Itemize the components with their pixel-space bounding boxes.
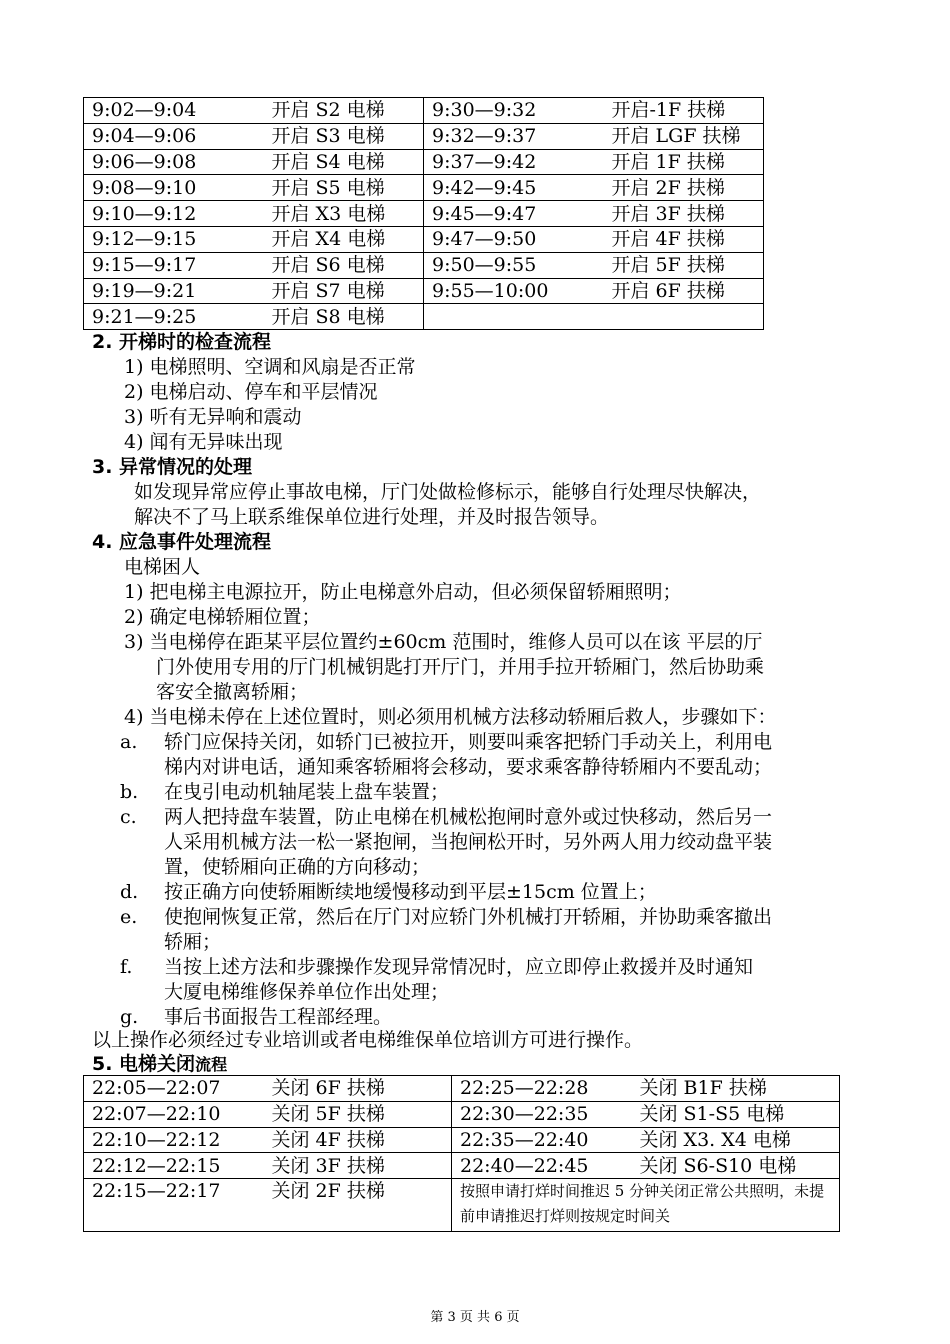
page-footer: 第 3 页 共 6 页 [430, 1310, 520, 1325]
section-5-title-suffix: 流程 [195, 1055, 228, 1074]
close-schedule-time-cell: 22:05—22:07 [84, 1076, 264, 1102]
close-schedule-action-cell-right: 关闭 B1F 扶梯 [632, 1076, 840, 1102]
open-schedule-row [84, 175, 764, 201]
section-5-heading [92, 1052, 227, 1077]
open-schedule-action-cell: 开启 S3 电梯 [264, 123, 424, 149]
substep-b-marker: b. [120, 781, 139, 803]
open-schedule-time-cell: 9:04—9:06 [84, 123, 264, 149]
close-schedule-row [84, 1153, 840, 1179]
open-schedule-time-cell: 9:10—9:12 [84, 201, 264, 227]
procedure-step-2: 2) 确定电梯轿厢位置； [124, 606, 321, 628]
open-schedule-action-cell-right: 开启 6F 扶梯 [604, 278, 764, 304]
open-schedule-action-cell-right: 开启 2F 扶梯 [604, 175, 764, 201]
check-item-2: 2) 电梯启动、停车和平层情况 [124, 381, 378, 403]
substep-b-line-1: 在曳引电动机轴尾装上盘车装置； [164, 781, 450, 803]
open-schedule-action-cell: 开启 S7 电梯 [264, 278, 424, 304]
substep-g-line-1: 事后书面报告工程部经理。 [164, 1006, 393, 1028]
open-schedule-row [84, 278, 764, 304]
open-schedule-row [84, 98, 764, 124]
open-schedule-time-cell-right: 9:42—9:45 [424, 175, 604, 201]
open-schedule-row [84, 304, 764, 330]
open-schedule-time-cell: 9:06—9:08 [84, 149, 264, 175]
close-schedule-time-cell: 22:07—22:10 [84, 1101, 264, 1127]
open-schedule-row [84, 123, 764, 149]
substep-c-line-3: 置，使轿厢向正确的方向移动； [164, 856, 431, 878]
closing-note: 以上操作必须经过专业培训或者电梯维保单位培训方可进行操作。 [92, 1029, 644, 1051]
close-action-cell: 关闭 2F 扶梯 [264, 1179, 452, 1232]
elevator-open-schedule-table [83, 97, 764, 330]
open-schedule-time-cell: 9:02—9:04 [84, 98, 264, 124]
close-schedule-row [84, 1101, 840, 1127]
section-4-subtitle: 电梯困人 [124, 556, 201, 578]
close-schedule-row [84, 1076, 840, 1102]
open-schedule-time-cell-right: 9:47—9:50 [424, 226, 604, 252]
close-schedule-action-cell: 关闭 5F 扶梯 [264, 1101, 452, 1127]
close-time-cell: 22:15—22:17 [84, 1179, 264, 1232]
substep-d-line-1: 按正确方向使轿厢断续地缓慢移动到平层±15cm 位置上； [164, 881, 657, 903]
close-schedule-time-cell: 22:10—22:12 [84, 1127, 264, 1153]
open-schedule-time-cell-right: 9:32—9:37 [424, 123, 604, 149]
close-note-cell: 按照申请打烊时间推迟 5 分钟关闭正常公共照明，未提前申请推迟打烊则按规定时间关 [452, 1179, 840, 1232]
open-schedule-action-cell: 开启 X4 电梯 [264, 226, 424, 252]
open-schedule-time-cell-right: 9:30—9:32 [424, 98, 604, 124]
open-schedule-row [84, 149, 764, 175]
open-schedule-action-cell: 开启 S6 电梯 [264, 252, 424, 278]
section-3-line-1: 如发现异常应停止事故电梯，厅门处做检修标示，能够自行处理尽快解决， [134, 481, 762, 503]
open-schedule-action-cell-right: 开启 4F 扶梯 [604, 226, 764, 252]
open-schedule-row [84, 252, 764, 278]
open-schedule-action-cell-right: 开启 3F 扶梯 [604, 201, 764, 227]
open-schedule-time-cell-right: 9:50—9:55 [424, 252, 604, 278]
substep-e-marker: e. [120, 906, 138, 928]
substep-a-marker: a. [120, 731, 138, 753]
substep-c-marker: c. [120, 806, 137, 828]
check-item-4: 4) 闻有无异味出现 [124, 431, 283, 453]
substep-f-line-2: 大厦电梯维修保养单位作出处理； [164, 981, 450, 1003]
procedure-step-3-line-1: 3) 当电梯停在距某平层位置约±60cm 范围时，维修人员可以在该 平层的厅 [124, 631, 763, 653]
section-5-title: 5. 电梯关闭 [92, 1053, 196, 1075]
section-4-heading: 4. 应急事件处理流程 [92, 531, 272, 553]
substep-d-marker: d. [120, 881, 139, 903]
open-schedule-time-cell-right [424, 304, 604, 330]
close-schedule-action-cell-right: 关闭 S1-S5 电梯 [632, 1101, 840, 1127]
open-schedule-action-cell: 开启 S5 电梯 [264, 175, 424, 201]
close-schedule-action-cell-right: 关闭 X3. X4 电梯 [632, 1127, 840, 1153]
open-schedule-row [84, 201, 764, 227]
open-schedule-action-cell-right: 开启 5F 扶梯 [604, 252, 764, 278]
open-schedule-action-cell-right: 开启-1F 扶梯 [604, 98, 764, 124]
open-schedule-time-cell: 9:12—9:15 [84, 226, 264, 252]
open-schedule-action-cell: 开启 S8 电梯 [264, 304, 424, 330]
open-schedule-action-cell-right [604, 304, 764, 330]
substep-c-line-2: 人采用机械方法一松一紧抱闸，当抱闸松开时，另外两人用力绞动盘平装 [164, 831, 773, 853]
open-schedule-action-cell: 开启 S4 电梯 [264, 149, 424, 175]
substep-a-line-1: 轿门应保持关闭，如轿门已被拉开，则要叫乘客把轿门手动关上，利用电 [164, 731, 773, 753]
close-schedule-time-cell-right: 22:30—22:35 [452, 1101, 632, 1127]
substep-c-line-1: 两人把持盘车装置，防止电梯在机械松抱闸时意外或过快移动，然后另一 [164, 806, 773, 828]
check-item-1: 1) 电梯照明、空调和风扇是否正常 [124, 356, 416, 378]
open-schedule-row [84, 226, 764, 252]
close-schedule-action-cell: 关闭 3F 扶梯 [264, 1153, 452, 1179]
open-schedule-time-cell: 9:21—9:25 [84, 304, 264, 330]
substep-e-line-2: 轿厢； [164, 931, 222, 953]
section-3-line-2: 解决不了马上联系维保单位进行处理，并及时报告领导。 [134, 506, 610, 528]
open-schedule-time-cell: 9:19—9:21 [84, 278, 264, 304]
open-schedule-time-cell: 9:08—9:10 [84, 175, 264, 201]
open-schedule-action-cell: 开启 S2 电梯 [264, 98, 424, 124]
procedure-step-1: 1) 把电梯主电源拉开，防止电梯意外启动，但必须保留轿厢照明； [124, 581, 682, 603]
open-schedule-action-cell: 开启 X3 电梯 [264, 201, 424, 227]
procedure-step-3-line-2: 门外使用专用的厅门机械钥匙打开厅门，并用手拉开轿厢门，然后协助乘 [156, 656, 765, 678]
open-schedule-time-cell-right: 9:55—10:00 [424, 278, 604, 304]
open-schedule-time-cell-right: 9:45—9:47 [424, 201, 604, 227]
close-schedule-time-cell-right: 22:35—22:40 [452, 1127, 632, 1153]
substep-f-line-1: 当按上述方法和步骤操作发现异常情况时，应立即停止救援并及时通知 [164, 956, 754, 978]
elevator-close-schedule-table [83, 1075, 840, 1232]
close-schedule-action-cell: 关闭 4F 扶梯 [264, 1127, 452, 1153]
open-schedule-time-cell: 9:15—9:17 [84, 252, 264, 278]
close-schedule-action-cell: 关闭 6F 扶梯 [264, 1076, 452, 1102]
procedure-step-4: 4) 当电梯未停在上述位置时，则必须用机械方法移动轿厢后救人，步骤如下： [124, 706, 777, 728]
substep-e-line-1: 使抱闸恢复正常，然后在厅门对应轿门外机械打开轿厢，并协助乘客撤出 [164, 906, 773, 928]
substep-g-marker: g. [120, 1006, 139, 1028]
substep-a-line-2: 梯内对讲电话，通知乘客轿厢将会移动，要求乘客静待轿厢内不要乱动； [164, 756, 773, 778]
substep-f-marker: f. [120, 956, 133, 978]
section-2-heading: 2. 开梯时的检查流程 [92, 331, 272, 353]
section-3-heading: 3. 异常情况的处理 [92, 456, 253, 478]
close-schedule-time-cell: 22:12—22:15 [84, 1153, 264, 1179]
open-schedule-action-cell-right: 开启 LGF 扶梯 [604, 123, 764, 149]
open-schedule-action-cell-right: 开启 1F 扶梯 [604, 149, 764, 175]
check-item-3: 3) 听有无异响和震动 [124, 406, 302, 428]
close-schedule-time-cell-right: 22:40—22:45 [452, 1153, 632, 1179]
open-schedule-time-cell-right: 9:37—9:42 [424, 149, 604, 175]
close-schedule-row [84, 1179, 840, 1232]
procedure-step-3-line-3: 客安全撤离轿厢； [156, 681, 309, 703]
close-schedule-action-cell-right: 关闭 S6-S10 电梯 [632, 1153, 840, 1179]
close-schedule-row [84, 1127, 840, 1153]
close-schedule-time-cell-right: 22:25—22:28 [452, 1076, 632, 1102]
